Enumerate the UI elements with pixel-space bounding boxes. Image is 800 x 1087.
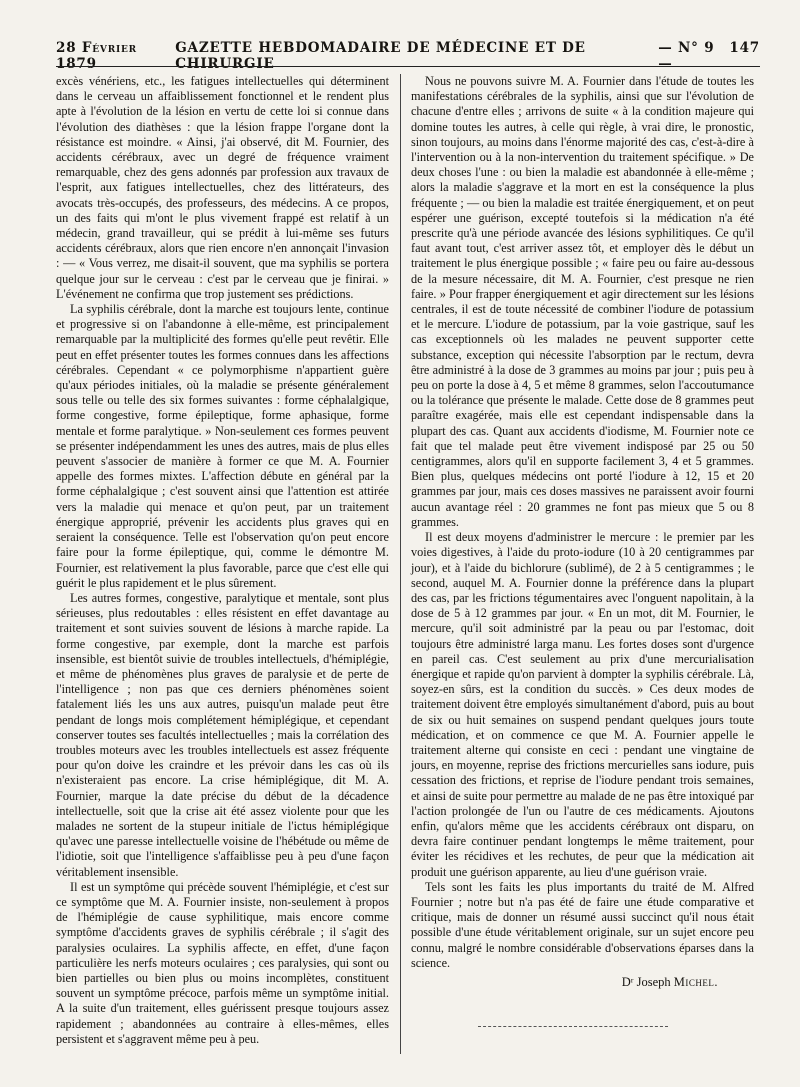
journal-title: GAZETTE HEBDOMADAIRE DE MÉDECINE ET DE CHIRURGIE: [175, 40, 586, 72]
paragraph: Il est deux moyens d'administrer le mercure : le premier par les voies digestives, à l'aide du proto-iodure (10 à 20 centigrammes par jour), et à l'aide du bichlorure (sublimé), de 2 à 5 centigrammes ; le second, auquel M. A. Fournier donne la préférence dans la plupart des cas, par les frictions tégumentaires avec l'onguent napolitain, à la dose de 5 à 12 grammes par jour. « En un mot, dit M. Fournier, le mercure, qu'il soit administré par la peau ou par l'estomac, doit toujours être administré larga manu. Les fortes doses sont d'urgence en pareil cas. C'est seulement au prix d'une mercurialisation énergique et rapide qu'on parvient à dompter la syphilis cérébrale. Là, soyez-en sûrs, est la condition du succès. » Ces deux modes de traitement doivent être employés simultanément d'abord, puis au bout de six ou huit semaines on suspend pendant quelques jours toute médication, et on commence ce que M. A. Fournier appelle le traitement alterne qui consiste en ceci : pendant une vingtaine de jours, en moyenne, reprise des frictions mercurielles sans iodure, puis cessation des frictions, et reprise de l'iodure pendant trois semaines, et ainsi de suite pour permettre au malade de ne pas être intoxiqué par l'action prolongée de l'un ou l'autre de ces médicaments. Ajoutons enfin, qu'alors même que les accidents cérébraux ont disparu, on devra faire continuer pendant longtemps le même traitement, pour éviter les récidives et les rechutes, de peur que la médication ait produit une guérison apparente, au lieu d'une guérison vraie.: [411, 530, 754, 879]
paragraph: Il est un symptôme qui précède souvent l'hémiplégie, et c'est sur ce symptôme que M. A. Fournier insiste, non-seulement à propos de l'hémiplégie de cause syphilitique, mais encore comme symptôme d'accidents graves de syphilis cérébrale ; il s'agit des paralysies oculaires. La syphilis affecte, en effet, d'une façon particulière les nerfs moteurs oculaires ; ces paralysies, qui sont ou bien partielles ou bien plus ou moins incomplètes, constituent souvent un symptôme précoce, parfois même un symptôme initial. A la suite d'un traitement, elles guérissent presque toujours assez rapidement ; abandonnées au contraire à elles-mêmes, elles persistent et s'aggravent même peu à peu.: [56, 879, 389, 1046]
author-signature: [411, 975, 754, 990]
running-header: [56, 40, 760, 78]
paragraph: Nous ne pouvons suivre M. A. Fournier dans l'étude de toutes les manifestations cérébrales de la syphilis, ainsi que sur l'évolution de chacune d'entre elles ; arrivons de suite « à la condition majeure qui domine toutes les autres, à celle qui règle, à vrai dire, le pronostic, sinon toujours, au moins dans l'énorme majorité des cas, c'est-à-dire à l'intervention ou à la non-intervention du traitement spécifique. » De deux choses l'une : ou bien la maladie est abandonnée à elle-même ; alors la maladie s'aggrave et la mort en est la conséquence la plus fréquente ; — ou bien la maladie est traitée énergiquement, et on peut espérer une guérison, excepté toutefois si la médication n'a été prescrite qu'à une période avancée des lésions syphilitiques. Ce qu'il faut avant tout, c'est arriver assez tôt, et employer dès le début un traitement le plus énergique possible ; « faire peu ou faire au-dessous de la mesure nécessaire, dit M. A. Fournier, c'est presque ne rien faire. » Pour frapper énergiquement et agir directement sur les lésions centrales, il est de toute nécessité de combiner l'iodure de potassium et le mercure. L'iodure de potassium, par la voie gastrique, sauf les cas exceptionnels où les malades ne peuvent supporter cette substance, exception qui nécessite l'absorption par le rectum, devra être administré à la dose de 3 grammes au moins par jour ; puis peu à peu on porte la dose à 4, 5 et même 8 grammes, selon l'accoutumance ou la tolérance que présente le malade. Cette dose de 8 grammes peut paraître exagérée, mais elle est cependant indispensable dans la plupart des cas. Quant aux accidents d'iodisme, M. Fournier note ce fait que tel malade peut être vivement indisposé par 25 ou 50 centigrammes, alors qu'il en supporte facilement 3, 4 et 5 grammes. Bien plus, quelques médecins ont porté l'iodure à 12, 15 et 20 grammes par jour, mais ces doses massives ne paraissent avoir fourni aucun avantage réel : 20 grammes ne font pas mieux que 5 ou 8 grammes.: [411, 74, 754, 529]
header-date: 28 Février 1879: [56, 40, 137, 72]
column-divider: [400, 74, 401, 1054]
end-rule: [478, 1026, 668, 1027]
paragraph: excès vénériens, etc., les fatigues intellectuelles qui déterminent dans le cerveau un affaiblissement fonctionnel et le rendent plus apte à l'évolution de la lésion en vertu de cette loi si connue dans l'évolution des diathèses : que la lésion frappe l'organe dont la résistance est moindre. « Ainsi, j'ai observé, dit M. Fournier, des accidents cérébraux, avec un degré de fréquence vraiment remarquable, chez des gens adonnés par profession aux travaux de l'esprit, aux fatigues intellectuelles, chez des littérateurs, des avocats très-occupés, des professeurs, des médecins. A ce propos, un des faits qui m'ont le plus vivement frappé est relatif à un médecin, grand travailleur, qui se prédit à lui-même ses futurs accidents cérébraux, alors que rien encore n'en annonçait l'invasion : — « Vous verrez, me disait-il souvent, que ma syphilis se portera quelque jour sur le cerveau : c'est par le cerveau que je finirai. » L'événement ne confirma que trop justement ses prédictions.: [56, 74, 389, 301]
paragraph: Les autres formes, congestive, paralytique et mentale, sont plus sérieuses, plus redoutables : elles résistent en effet davantage au traitement et sont suivies souvent de lésions à marche rapide. La forme congestive, par exemple, dont la marche est parfois insensible, est bientôt suivie de troubles intellectuels, d'hémiplégie, et même de phénomènes plus graves de paralysie et de perte de l'intelligence ; non pas que ces derniers phénomènes soient fatalement liés les uns aux autres, puisqu'un malade peut être pendant de longs mois complétement hémiplégique, et cependant conserver toutes ses facultés intellectuelles ; mais la corrélation des troubles moteurs avec les troubles intellectuels est assez fréquente pour qu'on doive les craindre et les prévoir dans les cas où ils n'existeraient pas encore. La crise hémiplégique, dit M. A. Fournier, marque la date précise du début de la décadence intellectuelle, soit que la crise ait été assez violente pour que les malades ne sortent de la stupeur initiale de l'ictus hémiplégique qu'avec une paresse intellectuelle voisine de l'hébétude ou même de l'idiotie, soit que l'intelligence s'affaiblisse peu à peu d'une façon véritablement insensible.: [56, 590, 389, 879]
page-number: 147: [729, 40, 760, 56]
paragraph: Tels sont les faits les plus importants du traité de M. Alfred Fournier ; notre but n'a pas été de faire une étude comparative et critique, mais de donner un résumé aussi succinct qu'il nous était possible d'une étude véritablement originale, sur un sujet encore peu connu, malgré le nombre considérable d'observations éparses dans la science.: [411, 879, 754, 970]
right-column: [411, 74, 754, 990]
header-rule: [56, 66, 760, 67]
signature-surname: Michel.: [673, 974, 718, 989]
signature-prefix: Dʳ Joseph: [621, 974, 671, 989]
issue-number: — N° 9 —: [658, 40, 715, 72]
left-column: [56, 74, 389, 1047]
paragraph: La syphilis cérébrale, dont la marche est toujours lente, continue et progressive si on l'abandonne à elle-même, est principalement remarquable par la multiplicité des formes qu'elle peut revêtir. Elle peut en effet présenter toutes les formes connues dans les affections cérébrales. Cependant « ce polymorphisme n'appartient guère qu'aux périodes initiales, où la maladie se présente généralement sous telle ou telle des six formes suivantes : forme céphalalgique, forme congestive, forme épileptique, forme aphasique, forme mentale et forme paralytique. » Non-seulement ces formes peuvent se présenter indépendamment les unes des autres, mais de plus elles peuvent s'associer de manière à former ce que M. A. Fournier appelle des formes mixtes. L'affection débute en général par la forme céphalalgique ; c'est souvent ainsi que l'attention est attirée vers la maladie qui menace et qu'on peut, par un traitement énergique approprié, prévenir les accidents plus graves qui en seraient la conséquence. Telle est l'observation qu'on peut encore faire pour la forme épileptique, qui, comme le démontre M. Fournier, est relativement la plus favorable, parce que c'est elle qui guérit le plus rapidement et le plus sûrement.: [56, 302, 389, 590]
